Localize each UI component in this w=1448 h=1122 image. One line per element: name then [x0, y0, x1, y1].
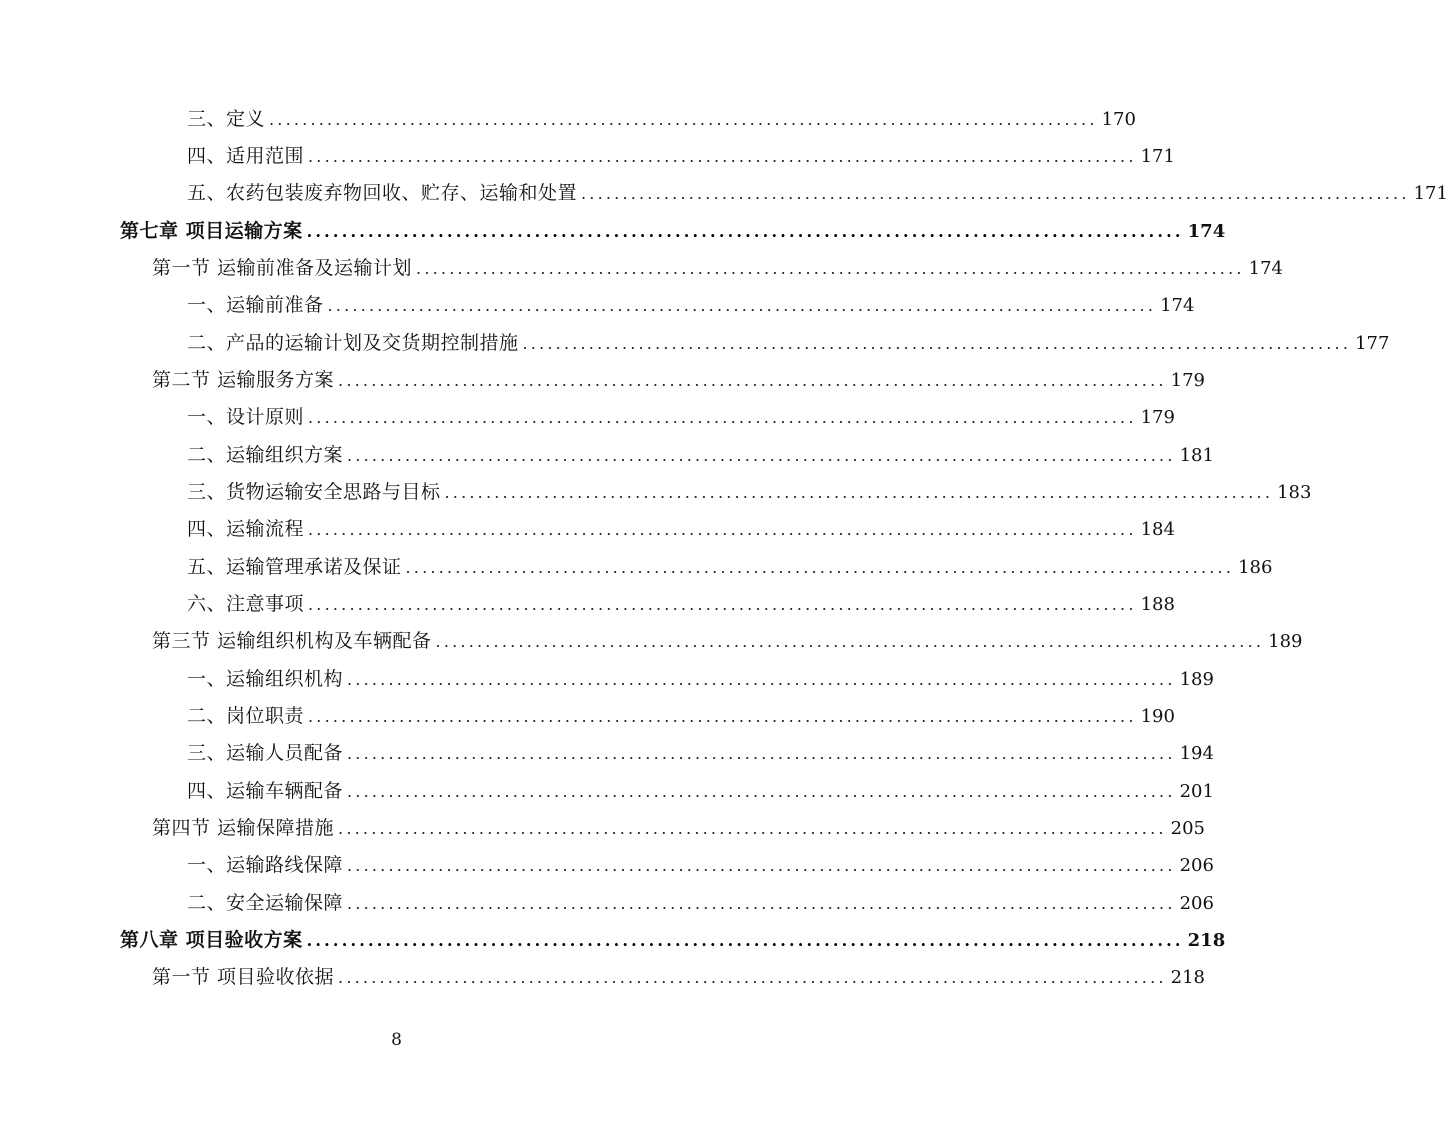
toc-entry-label: 三、货物运输安全思路与目标: [187, 481, 441, 503]
toc-page-number: 188: [1140, 594, 1175, 615]
toc-entry[interactable]: [187, 328, 1390, 358]
toc-entry-label: 三、定义: [187, 108, 266, 130]
toc-entry[interactable]: [187, 104, 1136, 134]
toc-dot-leader: ....................................................................................................: [347, 894, 1176, 913]
toc-entry[interactable]: [187, 552, 1273, 582]
toc-entry-label: 一、运输组织机构: [187, 668, 344, 690]
toc-section-entry[interactable]: [152, 962, 1205, 992]
toc-entry-label: 五、农药包装废弃物回收、贮存、运输和处置: [187, 182, 578, 204]
toc-dot-leader: ....................................................................................................: [444, 483, 1274, 502]
toc-entry-label: 二、岗位职责: [187, 705, 305, 727]
toc-page-number: 170: [1101, 109, 1136, 130]
toc-page-number: 206: [1179, 855, 1214, 876]
toc-page-number: 205: [1170, 818, 1205, 839]
toc-page-number: 218: [1187, 930, 1226, 951]
toc-section-entry[interactable]: [152, 626, 1303, 656]
toc-dot-leader: ....................................................................................................: [435, 632, 1265, 651]
toc-dot-leader: ....................................................................................................: [308, 595, 1137, 614]
toc-dot-leader: ....................................................................................................: [308, 520, 1137, 539]
toc-dot-leader: ....................................................................................................: [347, 782, 1176, 801]
toc-entry[interactable]: [187, 402, 1175, 432]
toc-dot-leader: ....................................................................................................: [405, 558, 1235, 577]
toc-entry[interactable]: [187, 290, 1195, 320]
toc-dot-leader: ....................................................................................................: [347, 744, 1176, 763]
toc-entry[interactable]: [187, 477, 1312, 507]
toc-page-number: 184: [1140, 519, 1175, 540]
toc-dot-leader: ....................................................................................................: [338, 819, 1167, 838]
toc-page-number: 179: [1140, 407, 1175, 428]
toc-entry-label: 第三节 运输组织机构及车辆配备: [152, 630, 432, 652]
toc-page-number: 183: [1277, 482, 1312, 503]
toc-entry[interactable]: [187, 664, 1214, 694]
toc-page-number: 174: [1187, 221, 1226, 242]
toc-page-number: 174: [1248, 258, 1283, 279]
toc-dot-leader: ....................................................................................................: [327, 296, 1157, 315]
toc-entry-label: 一、设计原则: [187, 406, 305, 428]
toc-entry[interactable]: [187, 701, 1175, 731]
toc-section-entry[interactable]: [152, 365, 1205, 395]
toc-page-number: 171: [1140, 146, 1175, 167]
toc-page-number: 190: [1140, 706, 1175, 727]
page-number-footer: 8: [391, 1030, 402, 1050]
toc-dot-leader: ....................................................................................................: [522, 334, 1352, 353]
toc-dot-leader: ....................................................................................................: [581, 184, 1410, 203]
toc-page-number: 177: [1355, 333, 1390, 354]
toc-entry-label: 第二节 运输服务方案: [152, 369, 335, 391]
toc-entry-label: 一、运输路线保障: [187, 854, 344, 876]
toc-dot-leader: ....................................................................................................: [338, 371, 1167, 390]
toc-page-number: 171: [1413, 183, 1448, 204]
toc-dot-leader: ....................................................................................................: [338, 968, 1167, 987]
toc-entry-label: 四、运输车辆配备: [187, 780, 344, 802]
toc-entry[interactable]: [187, 589, 1175, 619]
toc-section-entry[interactable]: [152, 813, 1205, 843]
toc-chapter-entry[interactable]: [120, 216, 1226, 246]
toc-page-number: 206: [1179, 893, 1214, 914]
toc-chapter-entry[interactable]: [120, 925, 1226, 955]
toc-entry[interactable]: [187, 440, 1214, 470]
toc-entry-label: 第四节 运输保障措施: [152, 817, 335, 839]
toc-page-number: 218: [1170, 967, 1205, 988]
toc-entry-label: 二、运输组织方案: [187, 444, 344, 466]
toc-entry-label: 五、运输管理承诺及保证: [187, 556, 402, 578]
toc-dot-leader: ....................................................................................................: [347, 856, 1176, 875]
toc-entry[interactable]: [187, 178, 1448, 208]
toc-dot-leader: ....................................................................................................: [308, 147, 1137, 166]
toc-entry-label: 四、运输流程: [187, 518, 305, 540]
toc-page-number: 189: [1179, 669, 1214, 690]
toc-entry[interactable]: [187, 888, 1214, 918]
toc-entry[interactable]: [187, 738, 1214, 768]
toc-entry[interactable]: [187, 514, 1175, 544]
toc-entry-label: 六、注意事项: [187, 593, 305, 615]
toc-entry-label: 第一节 运输前准备及运输计划: [152, 257, 413, 279]
toc-entry[interactable]: [187, 776, 1214, 806]
toc-page-number: 179: [1170, 370, 1205, 391]
toc-page-number: 186: [1238, 557, 1273, 578]
toc-page-number: 201: [1179, 781, 1214, 802]
toc-dot-leader: ....................................................................................................: [306, 931, 1184, 950]
toc-dot-leader: ....................................................................................................: [347, 446, 1176, 465]
toc-page-number: 174: [1160, 295, 1195, 316]
toc-dot-leader: ....................................................................................................: [306, 222, 1184, 241]
toc-entry-label: 第一节 项目验收依据: [152, 966, 335, 988]
toc-dot-leader: ....................................................................................................: [347, 670, 1176, 689]
toc-entry-label: 一、运输前准备: [187, 294, 324, 316]
toc-entry-label: 二、产品的运输计划及交货期控制措施: [187, 332, 519, 354]
toc-entry-label: 第八章 项目验收方案: [120, 929, 303, 951]
toc-dot-leader: ....................................................................................................: [308, 408, 1137, 427]
toc-dot-leader: ....................................................................................................: [308, 707, 1137, 726]
toc-dot-leader: ....................................................................................................: [269, 110, 1098, 129]
toc-entry[interactable]: [187, 141, 1175, 171]
toc-page-number: 194: [1179, 743, 1214, 764]
toc-entry-label: 四、适用范围: [187, 145, 305, 167]
toc-page-number: 181: [1179, 445, 1214, 466]
toc-entry-label: 第七章 项目运输方案: [120, 220, 303, 242]
toc-section-entry[interactable]: [152, 253, 1283, 283]
toc-entry-label: 三、运输人员配备: [187, 742, 344, 764]
toc-entry-label: 二、安全运输保障: [187, 892, 344, 914]
toc-dot-leader: ....................................................................................................: [416, 259, 1245, 278]
toc-page-number: 189: [1268, 631, 1303, 652]
toc-entry[interactable]: [187, 850, 1214, 880]
